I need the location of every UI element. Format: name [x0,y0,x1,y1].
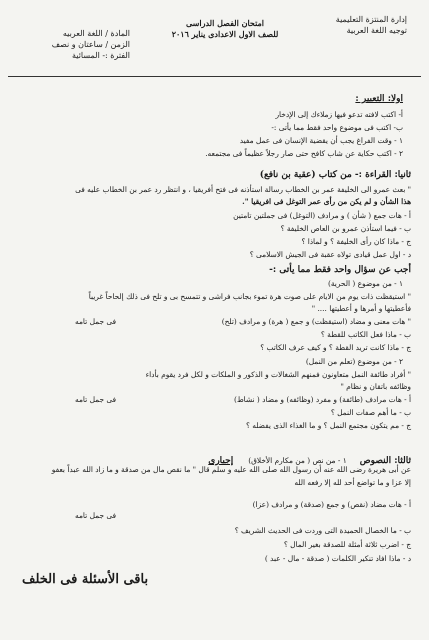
footer-note: باقى الأسئلة فى الخلف [22,572,149,587]
section-2-choose-instruction: أجب عن سؤال واحد فقط مما يأتى :- [269,265,411,275]
header-center-line-1: امتحان الفصل الدراسى [186,18,264,28]
hadith-line-1: عن أبى هريرة رضى الله عنه أن رسول الله صلى الله عليه و سلم قال " ما نقص مال من صدقة و ما زاد الله عبداً بعفو [51,465,411,474]
hadith-line-2: إلا عزا و ما تواضع أحد لله إلا رفعه الله [294,478,411,487]
section-1-option-1: ١ - وقت الفراغ يجب أن يقضية الإنسان فى عمل مفيد [239,136,403,145]
section-2-q-a: أ - هات جمع ( شأن ) و مرادف (التوغل) فى جملتين تامتين [233,211,411,220]
section-1-item-a-label: أ- [398,110,403,119]
header-left-line-2: الزمن / ساعتان و نصف [51,40,130,49]
subject-1-title: ١ - من موضوع ( الحرية) [327,279,403,288]
header-left-line-3: الفترة :- المسائية [72,51,130,60]
header-right-line-1: إدارة المنتزة التعليمية [335,15,407,24]
header-right-line-2: توجيه اللغة العربية [346,26,407,35]
section-3-subtitle: ١ - من نص ( من مكارم الأخلاق) [248,456,347,465]
header-divider [8,76,421,77]
subject-2-q-a-suffix: فى جمل تامه [75,395,117,404]
section-1-item-a [275,110,403,119]
subject-2-q-c: ج - مم يتكون مجتمع النمل ؟ و ما الغذاء الذى يفضله ؟ [245,421,411,430]
section-2-passage-line-2: هذا الشأن و لم يكن من رأى عمر التوغل فى افريقيا ". [242,197,411,206]
subject-1-q-a: " هات معنى و مضاد (استيقظت) و جمع ( هرة) و مرادف (تلح) [221,317,411,326]
section-1-title: اولا: التعبير : [355,94,403,104]
section-2-q-c: ج - ماذا كان رأى الخليفة ؟ و لماذا ؟ [301,237,411,246]
section-1-item-b: ب- اكتب فى موضوع واحد فقط مما يأتى :- [271,123,403,132]
section-2-title: ثانيا: القراءة :- من كتاب (عقبة بن نافع) [259,170,411,180]
section-3-q-d: د - ماذا افاد تنكير الكلمات ( صدقة - مال - عبد ) [264,554,411,563]
subject-2-title: ٢ - من موضوع (تعلم من النمل) [305,357,403,366]
header-center-line-2: للصف الاول الاعدادى يناير ٢٠١٦ [171,29,279,39]
section-2-passage-line-1: " بعث عمرو الى الخليفة عمر بن الخطاب رسالة استأذنه فى فتح أفريقيا ، و انتظر رد عمر بن الخطاب عليه فى [75,185,411,194]
section-3-q-a-suffix: فى جمل تامه [75,511,117,520]
header-left-line-1: المادة / اللغة العربيه [62,29,130,38]
subject-1-passage-line-2: فأعطيتها و أمرها و أعطيتها .... " [311,304,411,313]
mandatory-label: إجبارى [208,456,234,466]
subject-2-passage-line-1: " أفراد طائفة النمل متعاونون فمنهم الشغالات و الذكور و الملكات و لكل فرد يقوم بأداء [145,370,411,379]
section-3-q-c: ج - اضرب ثلاثة أمثلة للصدقة بغير المال ؟ [283,540,411,549]
subject-2-passage-line-2: وظائفه باتقان و نظام " [340,382,411,391]
subject-1-q-c: ج - ماذا كانت تريد القطة ؟ و كيف عرف الكاتب ؟ [260,343,411,352]
subject-1-passage-line-1: " استيقظت ذات يوم من الايام على صوت هرة تموء بجانب فراشى و تتمسح بى و تلح فى ذلك إلحاحاً غريباً [88,292,411,301]
subject-1-q-b: ب - ماذا فعل الكاتب للقطة ؟ [320,330,411,339]
section-3-q-b: ب - ما الخصال الحميدة التى وردت فى الحديث الشريف ؟ [234,526,411,535]
section-2-q-d: د - اول عمل قيادى تولاه عقبة فى الجيش الاسلامى ؟ [249,250,411,259]
subject-1-q-a-suffix: فى جمل تامه [75,317,117,326]
subject-2-q-b: ب - ما أهم صفات النمل ؟ [330,408,411,417]
header-left [10,28,130,61]
section-2-q-b: ب - فيما استأذن عمرو بن العاص الخليفة ؟ [280,224,411,233]
section-3-q-a: أ - هات مضاد (نقص) و جمع (صدقة) و مرادف (عزا) [252,500,411,509]
section-1-item-a-text: اكتب لافته تدعو فيها زملاءك إلى الإدخار [275,110,397,119]
header-right [336,14,407,36]
section-1-option-2: ٢ - اكتب حكاية عن شاب كافح حتى صار رجلاً عظيماً فى مجتمعه. [205,149,403,158]
header-center [150,18,300,40]
section-3-title: ثالثا: النصوص [359,456,411,466]
subject-2-q-a: أ - هات مرادف (طائفة) و مفرد (وظائفه) و مضاد ( نشاط) [233,395,411,404]
